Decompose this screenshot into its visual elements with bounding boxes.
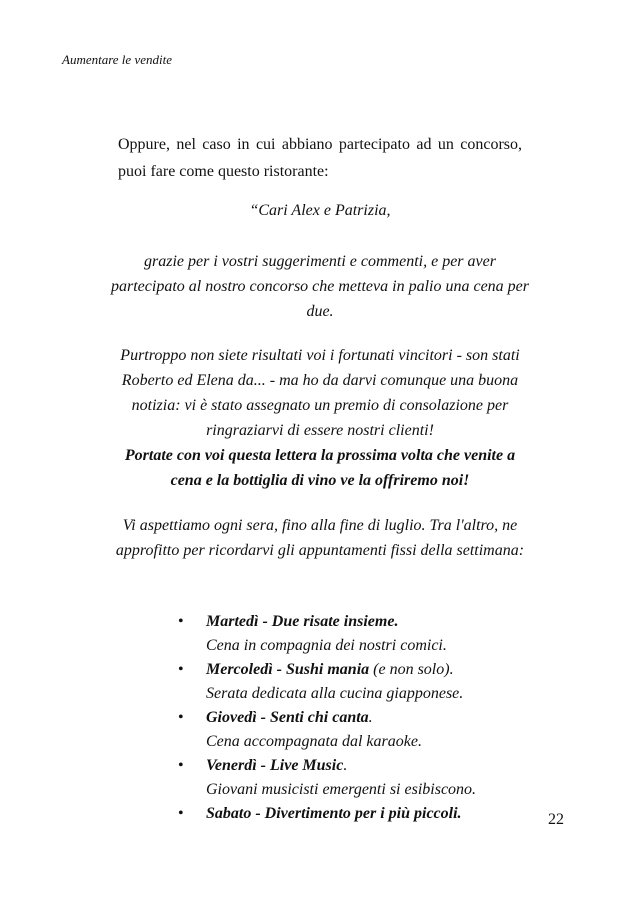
list-item	[160, 754, 540, 802]
event-description: Serata dedicata alla cucina giapponese.	[206, 685, 464, 702]
event-title: Giovedì - Senti chi canta.	[206, 709, 373, 726]
bullet-icon: •	[178, 709, 184, 726]
event-description: Giovani musicisti emergenti si esibiscono.	[206, 781, 477, 798]
event-title: Martedì - Due risate insieme.	[206, 613, 399, 630]
list-item	[160, 610, 540, 658]
letter-paragraph-2: Purtroppo non siete risultati voi i fortunati vincitori - son stati Roberto ed Elena da... - ma ho da darvi comunque una buona notizia: vi è stato assegnato un premio di consolazione per ringraziarvi di essere nostri clienti!	[120, 347, 520, 439]
event-description: Cena accompagnata dal karaoke.	[206, 733, 422, 750]
letter-paragraph-2-bold: Portate con voi questa lettera la prossima volta che venite a cena e la bottiglia di vino ve la offriremo noi!	[124, 447, 516, 489]
letter-paragraph-1: grazie per i vostri suggerimenti e commenti, e per aver partecipato al nostro concorso che metteva in palio una cena per due.	[111, 253, 529, 320]
letter-quote	[108, 197, 532, 563]
intro-paragraph: Oppure, nel caso in cui abbiano partecipato ad un concorso, puoi fare come questo ristorante:	[118, 136, 522, 180]
event-description: Cena in compagnia dei nostri comici.	[206, 637, 447, 654]
event-title: Sabato - Divertimento per i più piccoli.	[206, 805, 462, 822]
weekly-events-list	[160, 610, 540, 826]
bullet-icon: •	[178, 661, 184, 678]
list-item	[160, 706, 540, 754]
bullet-icon: •	[178, 757, 184, 774]
bullet-icon: •	[178, 613, 184, 630]
list-item	[160, 658, 540, 706]
event-title: Mercoledì - Sushi mania (e non solo).	[206, 661, 454, 678]
page-number: 22	[548, 811, 564, 828]
running-header: Aumentare le vendite	[62, 52, 172, 67]
list-item	[160, 802, 540, 826]
bullet-icon: •	[178, 805, 184, 822]
event-title: Venerdì - Live Music.	[206, 757, 348, 774]
letter-salutation: “Cari Alex e Patrizia,	[249, 202, 391, 219]
letter-paragraph-3: Vi aspettiamo ogni sera, fino alla fine di luglio. Tra l'altro, ne approfitto per ricordarvi gli appuntamenti fissi della settimana:	[115, 517, 525, 559]
